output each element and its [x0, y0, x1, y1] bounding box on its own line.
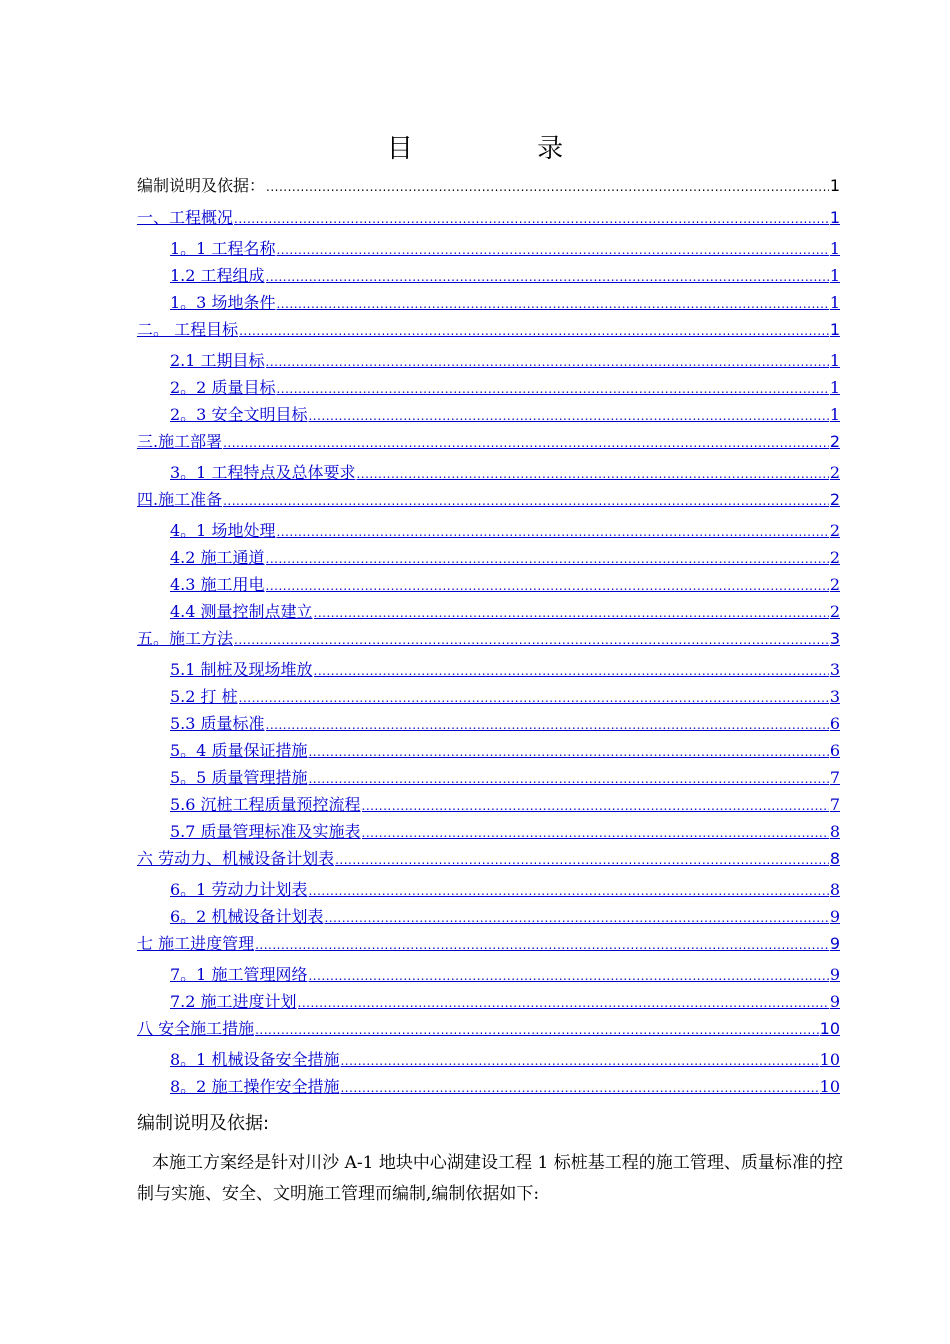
toc-entry-section[interactable] [170, 264, 840, 288]
toc-entry-page-number: 2 [829, 432, 840, 451]
toc-leader-dots [356, 462, 828, 485]
toc-leader-dots [276, 377, 828, 400]
toc-leader-dots [239, 319, 829, 342]
toc-entry-label: 2。2 质量目标 [170, 378, 276, 397]
toc-entry-label: 三.施工部署 [137, 432, 223, 451]
toc-leader-dots [362, 794, 829, 817]
toc-entry-section[interactable] [170, 546, 840, 570]
toc-entry-page-number: 7 [829, 768, 840, 787]
toc-entry-section[interactable] [170, 685, 840, 709]
toc-leader-dots [266, 175, 829, 198]
toc-entry-section[interactable] [170, 600, 840, 624]
toc-leader-dots [362, 821, 829, 844]
toc-entry-section[interactable] [170, 461, 840, 485]
toc-title: 目 录 [386, 134, 622, 164]
toc-entry-page-number: 3 [829, 629, 840, 648]
toc-entry-label: 7。1 施工管理网络 [170, 965, 308, 984]
toc-entry-section[interactable] [170, 519, 840, 543]
toc-entry-page-number: 10 [819, 1019, 840, 1038]
toc-entry-section[interactable] [170, 658, 840, 682]
toc-entry-label: 7.2 施工进度计划 [170, 992, 297, 1011]
toc-entry-section[interactable] [170, 990, 840, 1014]
toc-entry-page-number: 1 [829, 266, 840, 285]
toc-entry-page-number: 1 [829, 293, 840, 312]
toc-entry-chapter[interactable] [137, 430, 840, 454]
toc-entry-chapter[interactable] [137, 488, 840, 512]
toc-entry-label: 5。4 质量保证措施 [170, 741, 308, 760]
toc-entry-page-number: 8 [829, 849, 840, 868]
toc-entry-chapter [137, 174, 840, 198]
toc-leader-dots [266, 265, 829, 288]
toc-entry-label: 5.1 制桩及现场堆放 [170, 660, 313, 679]
toc-leader-dots [308, 767, 828, 790]
toc-entry-label: 四.施工准备 [137, 490, 223, 509]
toc-entry-section[interactable] [170, 573, 840, 597]
toc-entry-page-number: 1 [829, 320, 840, 339]
toc-entry-label: 5。5 质量管理措施 [170, 768, 308, 787]
toc-entry-page-number: 1 [829, 351, 840, 370]
toc-leader-dots [266, 350, 829, 373]
toc-entry-page-number: 2 [829, 548, 840, 567]
toc-entry-label: 6。1 劳动力计划表 [170, 880, 308, 899]
toc-entry-page-number: 2 [829, 521, 840, 540]
toc-leader-dots [298, 991, 829, 1014]
toc-entry-page-number: 9 [829, 934, 840, 953]
toc-leader-dots [308, 964, 828, 987]
toc-entry-page-number: 10 [819, 1050, 840, 1069]
toc-leader-dots [234, 207, 829, 230]
toc-entry-page-number: 2 [829, 463, 840, 482]
toc-entry-label: 4.2 施工通道 [170, 548, 265, 567]
toc-entry-section[interactable] [170, 878, 840, 902]
toc-entry-page-number: 1 [829, 176, 840, 195]
toc-entry-page-number: 2 [829, 602, 840, 621]
toc-entry-section[interactable] [170, 237, 840, 261]
toc-entry-page-number: 1 [829, 378, 840, 397]
toc-entry-page-number: 10 [819, 1077, 840, 1096]
toc-entry-label: 1。3 场地条件 [170, 293, 276, 312]
toc-entry-label: 七 施工进度管理 [137, 934, 255, 953]
toc-entry-label: 5.7 质量管理标准及实施表 [170, 822, 361, 841]
toc-entry-page-number: 9 [829, 965, 840, 984]
toc-entry-page-number: 9 [829, 992, 840, 1011]
toc-entry-page-number: 1 [829, 405, 840, 424]
toc-entry-section[interactable] [170, 905, 840, 929]
toc-entry-label: 1.2 工程组成 [170, 266, 265, 285]
toc-leader-dots [308, 404, 828, 427]
toc-entry-label: 5.3 质量标准 [170, 714, 265, 733]
toc-entry-section[interactable] [170, 349, 840, 373]
toc-entry-chapter[interactable] [137, 627, 840, 651]
toc-entry-label: 4.4 测量控制点建立 [170, 602, 313, 621]
toc-entry-page-number: 3 [829, 660, 840, 679]
toc-leader-dots [255, 1018, 819, 1041]
toc-entry-label: 5.6 沉桩工程质量预控流程 [170, 795, 361, 814]
toc-leader-dots [340, 1076, 818, 1099]
toc-entry-page-number: 8 [829, 822, 840, 841]
toc-entry-section[interactable] [170, 766, 840, 790]
toc-entry-page-number: 2 [829, 490, 840, 509]
toc-entry-chapter[interactable] [137, 318, 840, 342]
toc-entry-page-number: 1 [829, 208, 840, 227]
toc-entry-page-number: 1 [829, 239, 840, 258]
toc-entry-section[interactable] [170, 963, 840, 987]
toc-entry-page-number: 8 [829, 880, 840, 899]
toc-leader-dots [314, 659, 829, 682]
toc-entry-label: 4.3 施工用电 [170, 575, 265, 594]
toc-entry-label: 3。1 工程特点及总体要求 [170, 463, 356, 482]
toc-entry-section[interactable] [170, 739, 840, 763]
toc-entry-page-number: 7 [829, 795, 840, 814]
toc-entry-label: 八 安全施工措施 [137, 1019, 255, 1038]
toc-entry-label: 六 劳动力、机械设备计划表 [137, 849, 335, 868]
toc-leader-dots [223, 431, 829, 454]
toc-leader-dots [308, 740, 828, 763]
toc-leader-dots [324, 906, 828, 929]
toc-entry-label: 6。2 机械设备计划表 [170, 907, 324, 926]
toc-entry-page-number: 9 [829, 907, 840, 926]
toc-entry-label: 8。1 机械设备安全措施 [170, 1050, 340, 1069]
toc-entry-page-number: 3 [829, 687, 840, 706]
toc-entry-label: 一、工程概况 [137, 208, 234, 227]
toc-entry-label: 1。1 工程名称 [170, 239, 276, 258]
toc-entry-label: 8。2 施工操作安全措施 [170, 1077, 340, 1096]
toc-entry-chapter[interactable] [137, 206, 840, 230]
toc-entry-section[interactable] [170, 820, 840, 844]
toc-entry-chapter[interactable] [137, 932, 840, 956]
toc-entry-label: 2.1 工期目标 [170, 351, 265, 370]
toc-entry-section[interactable] [170, 712, 840, 736]
section-heading: 编制说明及依据: [137, 1113, 270, 1134]
toc-entry-label: 五。施工方法 [137, 629, 234, 648]
toc-leader-dots [234, 628, 829, 651]
toc-entry-section[interactable] [170, 291, 840, 315]
toc-entry-label: 二。 工程目标 [137, 320, 239, 339]
toc-leader-dots [223, 489, 829, 512]
toc-entry-section[interactable] [170, 403, 840, 427]
toc-leader-dots [266, 713, 829, 736]
toc-entry-page-number: 6 [829, 741, 840, 760]
toc-leader-dots [276, 292, 828, 315]
toc-leader-dots [255, 933, 829, 956]
toc-leader-dots [276, 520, 828, 543]
toc-entry-page-number: 6 [829, 714, 840, 733]
toc-leader-dots [335, 848, 829, 871]
toc-entry-section[interactable] [170, 1075, 840, 1099]
toc-entry-label: 4。1 场地处理 [170, 521, 276, 540]
body-paragraph: 本施工方案经是针对川沙 A-1 地块中心湖建设工程 1 标桩基工程的施工管理、质量标准的控制与实施、安全、文明施工管理而编制,编制依据如下: [137, 1153, 843, 1204]
toc-entry-label: 5.2 打 桩 [170, 687, 238, 706]
toc-entry-label: 2。3 安全文明目标 [170, 405, 308, 424]
toc-leader-dots [266, 547, 829, 570]
toc-leader-dots [308, 879, 828, 902]
toc-leader-dots [314, 601, 829, 624]
toc-entry-section[interactable] [170, 793, 840, 817]
toc-leader-dots [340, 1049, 818, 1072]
toc-entry-section[interactable] [170, 376, 840, 400]
toc-entry-chapter[interactable] [137, 847, 840, 871]
toc-entry-section[interactable] [170, 1048, 840, 1072]
toc-entry-chapter[interactable] [137, 1017, 840, 1041]
toc-leader-dots [239, 686, 829, 709]
toc-leader-dots [266, 574, 829, 597]
toc-leader-dots [276, 238, 828, 261]
toc-entry-label: 编制说明及依据： [137, 176, 266, 195]
toc-entry-page-number: 2 [829, 575, 840, 594]
